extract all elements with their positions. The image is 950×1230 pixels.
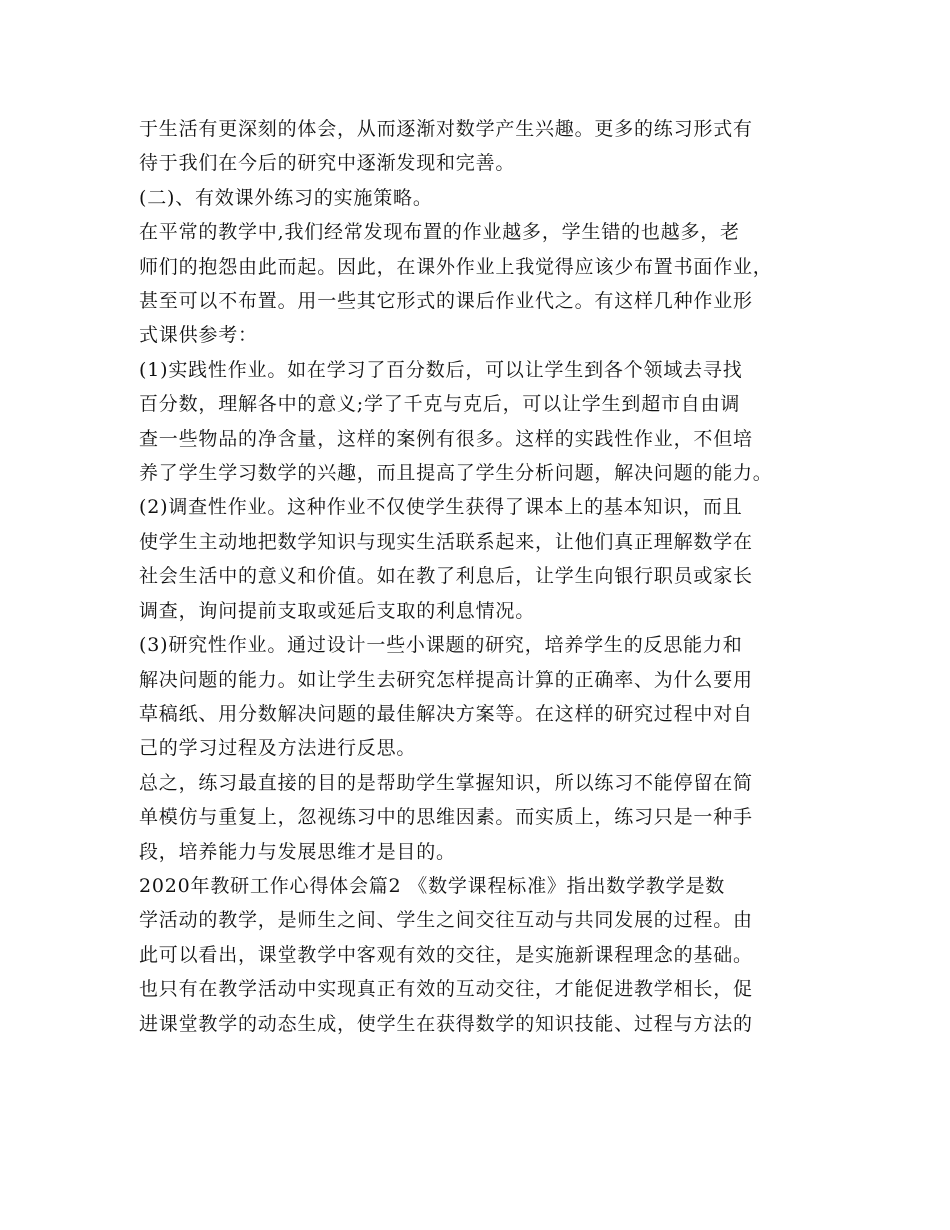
- text-line: 师们的抱怨由此而起。因此，在课外作业上我觉得应该少布置书面作业，: [139, 255, 773, 278]
- text-line: 于生活有更深刻的体会，从而逐渐对数学产生兴趣。更多的练习形式有: [139, 118, 753, 140]
- text-line: 养了学生学习数学的兴趣，而且提高了学生分析问题，解决问题的能力。: [139, 462, 773, 485]
- text-line: 调查，询问提前支取或延后支取的利息情况。: [139, 599, 536, 622]
- text-line: 百分数，理解各中的意义;学了千克与克后，可以让学生到超市自由调: [139, 393, 741, 416]
- text-line: 此可以看出，课堂教学中客观有效的交往，是实施新课程理念的基础。: [139, 943, 753, 966]
- text-line: 也只有在教学活动中实现真正有效的互动交往，才能促进教学相长，促: [139, 978, 753, 1001]
- text-line: 学活动的教学，是师生之间、学生之间交往互动与共同发展的过程。由: [139, 909, 753, 932]
- text-line: (3)研究性作业。通过设计一些小课题的研究，培养学生的反思能力和: [139, 634, 743, 657]
- text-line: 解决问题的能力。如让学生去研究怎样提高计算的正确率、为什么要用: [139, 668, 753, 691]
- text-line: 草稿纸、用分数解决问题的最佳解决方案等。在这样的研究过程中对自: [139, 702, 753, 725]
- text-line: 查一些物品的净含量，这样的案例有很多。这样的实践性作业，不但培: [139, 427, 753, 450]
- text-line: 总之，练习最直接的目的是帮助学生掌握知识，所以练习不能停留在简: [139, 771, 753, 794]
- article-title-line: 2020年教研工作心得体会篇2 《数学课程标准》指出数学教学是数: [139, 874, 726, 897]
- text-line: 社会生活中的意义和价值。如在教了利息后，让学生向银行职员或家长: [139, 565, 753, 588]
- text-line: (1)实践性作业。如在学习了百分数后，可以让学生到各个领域去寻找: [139, 358, 743, 381]
- section-heading: (二)、有效课外练习的实施策略。: [139, 186, 433, 209]
- text-line: 在平常的教学中,我们经常发现布置的作业越多，学生错的也越多，老: [139, 221, 740, 244]
- text-line: 段，培养能力与发展思维才是目的。: [139, 840, 456, 863]
- text-line: 式课供参考：: [139, 324, 258, 347]
- document-body: [139, 112, 829, 1041]
- text-line: 己的学习过程及方法进行反思。: [139, 737, 417, 760]
- text-line: 单模仿与重复上，忽视练习中的思维因素。而实质上，练习只是一种手: [139, 806, 753, 829]
- text-line: 待于我们在今后的研究中逐渐发现和完善。: [139, 152, 516, 175]
- text-line: 甚至可以不布置。用一些其它形式的课后作业代之。有这样几种作业形: [139, 290, 753, 313]
- text-line: 使学生主动地把数学知识与现实生活联系起来，让他们真正理解数学在: [139, 530, 753, 553]
- text-line: 进课堂教学的动态生成，使学生在获得数学的知识技能、过程与方法的: [139, 1012, 753, 1035]
- text-line: (2)调查性作业。这种作业不仅使学生获得了课本上的基本知识，而且: [139, 496, 743, 519]
